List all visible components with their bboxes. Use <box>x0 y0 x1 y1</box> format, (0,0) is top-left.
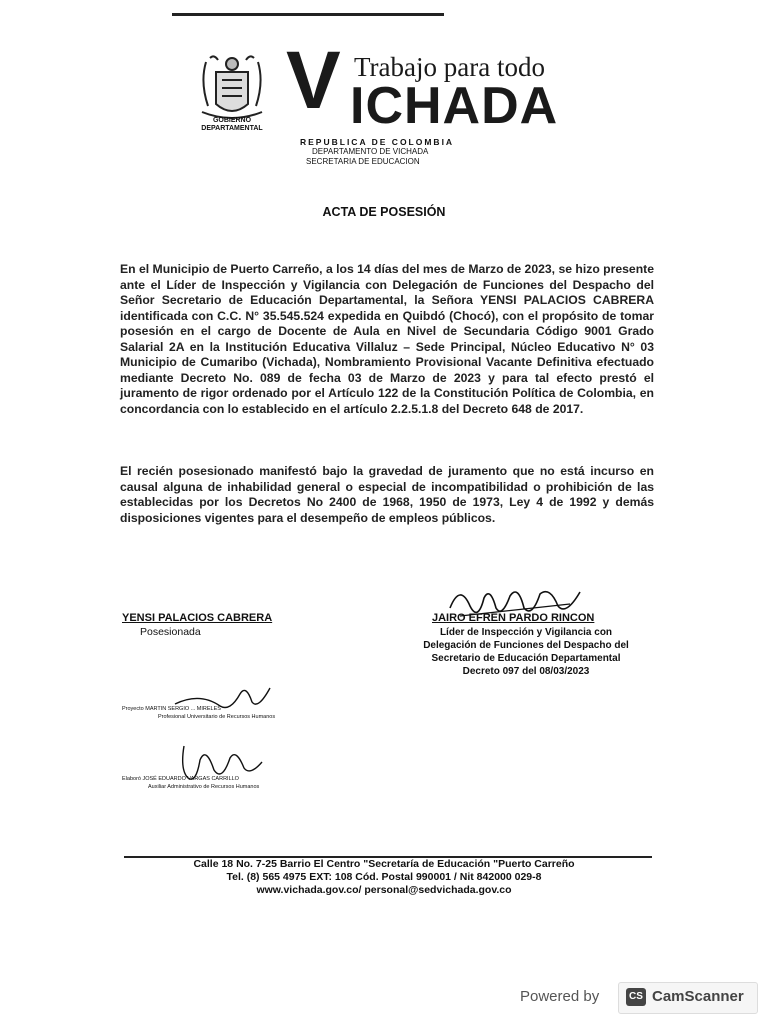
camscanner-label: CamScanner <box>652 988 744 1005</box>
republic-label: REPUBLICA DE COLOMBIA <box>300 137 455 147</box>
footer-web: www.vichada.gov.co/ personal@sedvichada.gov.co <box>256 884 512 896</box>
seal-caption-line-2: DEPARTAMENTAL <box>201 125 263 132</box>
signer-right-title-line-4: Decreto 097 del 08/03/2023 <box>462 666 590 677</box>
logo-initial: V <box>286 35 335 126</box>
signer-right-title-line-1: Líder de Inspección y Vigilancia con <box>439 627 613 638</box>
top-rule <box>172 13 444 16</box>
footer-phone: Tel. (8) 565 4975 EXT: 108 Cód. Postal 990001 / Nit 842000 029-8 <box>226 871 542 883</box>
credit-proyecto: Proyecto MARTIN SERGIO ... MIRELES <box>122 706 221 712</box>
signer-left-name: YENSI PALACIOS CABRERA <box>122 612 273 624</box>
document-title: ACTA DE POSESIÓN <box>322 205 446 219</box>
signer-right-title-line-3: Secretario de Educación Departamental <box>431 653 621 664</box>
seal-caption-line-1: GOBIERNO <box>212 117 252 124</box>
department-label: DEPARTAMENTO DE VICHADA <box>312 147 429 156</box>
logo-slogan: Trabajo para todo <box>354 52 545 82</box>
powered-by-label: Powered by <box>520 988 600 1005</box>
signer-right-title-line-2: Delegación de Funciones del Despacho del <box>423 640 629 651</box>
credit-proyecto-role: Profesional Universitario de Recursos Humanos <box>158 714 276 720</box>
signer-left-role: Posesionada <box>140 626 201 638</box>
signer-right-name: JAIRO EFREN PARDO RINCON <box>432 612 595 624</box>
body-paragraph-2: El recién posesionado manifestó bajo la gravedad de juramento que no está incurso en causal alguna de inhabilidad general o especial de incompatibilidad o prohibición de las establecidas por los Decretos No 2400 de 1968, 1950 de 1973, Ley 4 de 1992 y demás disposiciones vigentes para el desempeño de empleos públicos. <box>120 464 654 525</box>
logo-name: ICHADA <box>350 77 559 135</box>
credit-elaboro: Elaboró JOSÉ EDUARDO VARGAS CARRILLO <box>122 776 239 782</box>
body-paragraph-1: En el Municipio de Puerto Carreño, a los 14 días del mes de Marzo de 2023, se hizo presente ante el Líder de Inspección y Vigilancia con Delegación de Funciones del Despacho del Señor Secretario de Educación Departamental, la Señora YENSI PALACIOS CABRERA identificada con C.C. N° 35.545.524 expedida en Quibdó (Chocó), con el propósito de tomar posesión en el cargo de Docente de Aula en Nivel de Secundaria Código 9001 Grado Salarial 2A en la Institución Educativa Villaluz – Sede Principal, Núcleo Educativo N° 03 Municipio de Cumaribo (Vichada), Nombramiento Provisional Vacante Definitiva efectuado mediante Decreto No. 089 de fecha 03 de Marzo de 2023 y para tal efecto prestó el juramento de rigor ordenado por el Artículo 122 de la Constitución Política de Colombia, en concordancia con lo establecido en el artículo 2.2.5.1.8 del Decreto 648 de 2017. <box>120 262 654 416</box>
secretariat-label: SECRETARIA DE EDUCACION <box>306 157 420 166</box>
signature-elaboro-icon <box>170 740 270 790</box>
camscanner-icon: CS <box>626 988 646 1006</box>
signer-right-title <box>404 626 648 678</box>
seal-caption <box>186 117 278 133</box>
credit-elaboro-role: Auxiliar Administrativo de Recursos Humanos <box>148 784 260 790</box>
footer-address: Calle 18 No. 7-25 Barrio El Centro "Secretaría de Educación "Puerto Carreño <box>193 858 575 870</box>
